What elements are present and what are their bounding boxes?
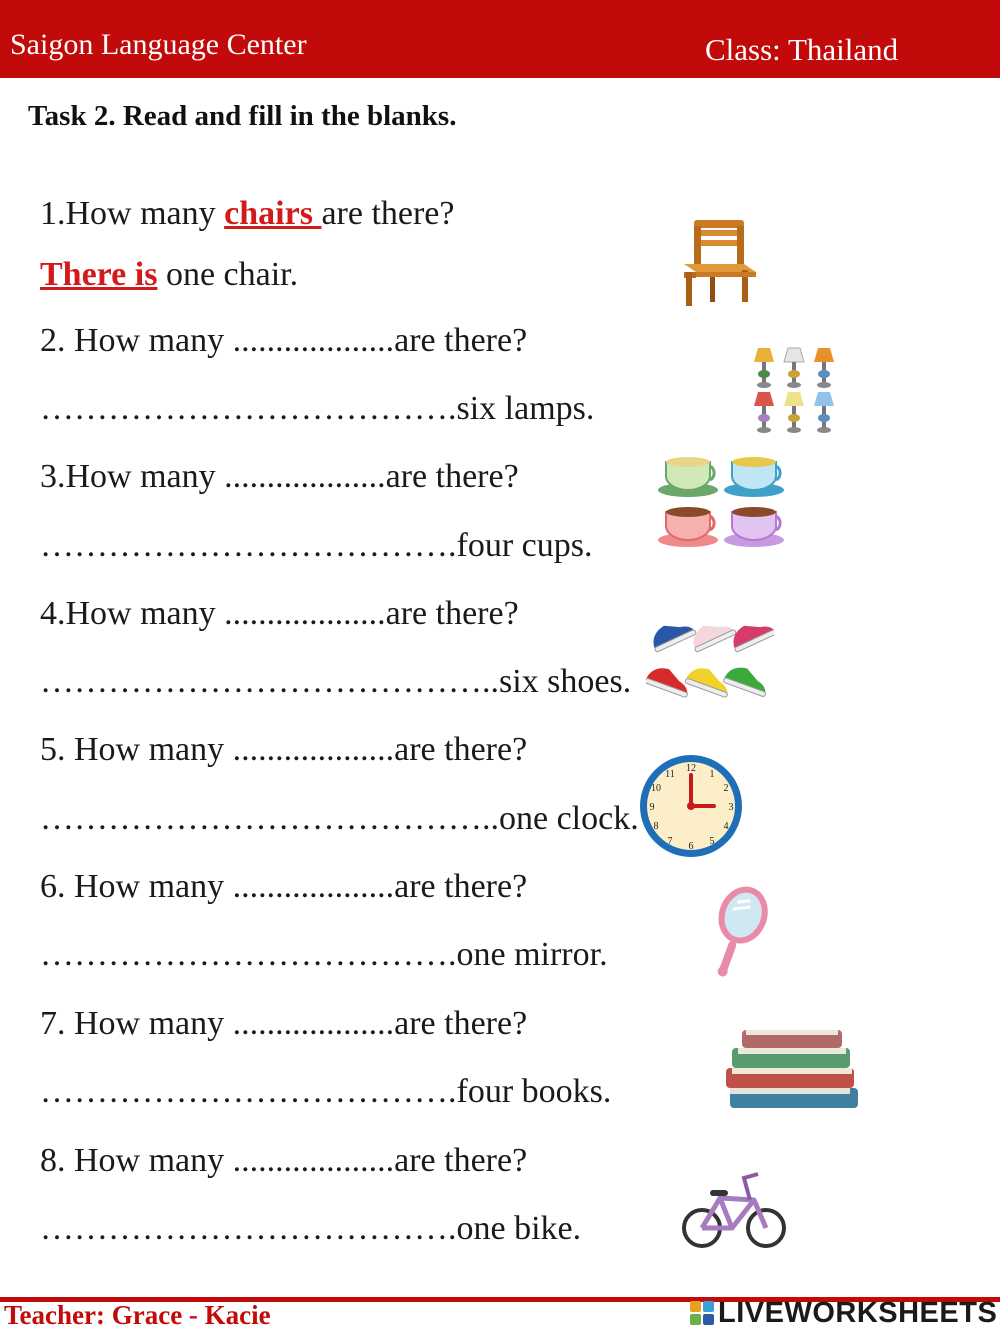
svg-text:8: 8 — [653, 821, 659, 832]
question-text: are there? — [321, 195, 455, 232]
answer-6[interactable]: ……………………………….one mirror. — [40, 936, 608, 973]
question-4[interactable]: 4.How many ...................are there? — [40, 595, 519, 632]
svg-text:5: 5 — [709, 836, 715, 847]
question-text: 1.How many — [40, 195, 225, 232]
answer-4[interactable]: …………………………………..six shoes. — [40, 663, 632, 700]
cups-image — [656, 452, 790, 550]
example-answer-fill: There is — [40, 256, 158, 293]
task-title: Task 2. Read and fill in the blanks. — [28, 100, 457, 132]
liveworksheets-brand[interactable] — [690, 1298, 997, 1328]
question-3[interactable]: 3.How many ...................are there? — [40, 458, 519, 495]
svg-text:4: 4 — [723, 821, 729, 832]
svg-text:3: 3 — [728, 802, 734, 813]
brand-name: LIVEWORKSHEETS — [718, 1296, 998, 1329]
svg-text:11: 11 — [665, 769, 675, 780]
lamps-image — [752, 346, 840, 434]
liveworksheets-logo-icon — [690, 1301, 714, 1325]
answer-text: one chair. — [157, 256, 299, 293]
example-question-answer: chairs — [224, 195, 322, 232]
answer-8[interactable]: ……………………………….one bike. — [40, 1210, 582, 1247]
bike-image — [680, 1170, 790, 1252]
svg-text:6: 6 — [688, 841, 694, 852]
books-image — [724, 1026, 866, 1114]
answer-7[interactable]: ……………………………….four books. — [40, 1073, 612, 1110]
svg-text:1: 1 — [709, 769, 715, 780]
svg-text:10: 10 — [651, 783, 661, 794]
center-name: Saigon Language Center — [10, 28, 307, 61]
question-6[interactable]: 6. How many ...................are there? — [40, 868, 528, 905]
teacher-credit: Teacher: Grace - Kacie — [4, 1300, 271, 1330]
svg-text:12: 12 — [686, 763, 696, 774]
example-question — [40, 195, 454, 233]
example-answer — [40, 256, 298, 294]
chair-image — [680, 218, 760, 308]
header-bar — [0, 0, 1000, 78]
question-5[interactable]: 5. How many ...................are there? — [40, 731, 528, 768]
answer-5[interactable]: …………………………………..one clock. — [40, 800, 639, 837]
shoes-image — [646, 612, 774, 702]
answer-3[interactable]: ……………………………….four cups. — [40, 527, 593, 564]
mirror-image — [705, 882, 769, 982]
class-label: Class: Thailand — [705, 32, 899, 67]
question-2[interactable]: 2. How many ...................are there? — [40, 322, 528, 359]
question-8[interactable]: 8. How many ...................are there? — [40, 1142, 528, 1179]
svg-text:9: 9 — [649, 802, 655, 813]
svg-text:2: 2 — [723, 783, 729, 794]
answer-2[interactable]: ……………………………….six lamps. — [40, 390, 595, 427]
svg-text:7: 7 — [667, 836, 673, 847]
question-7[interactable]: 7. How many ...................are there? — [40, 1005, 528, 1042]
clock-image — [638, 753, 744, 859]
